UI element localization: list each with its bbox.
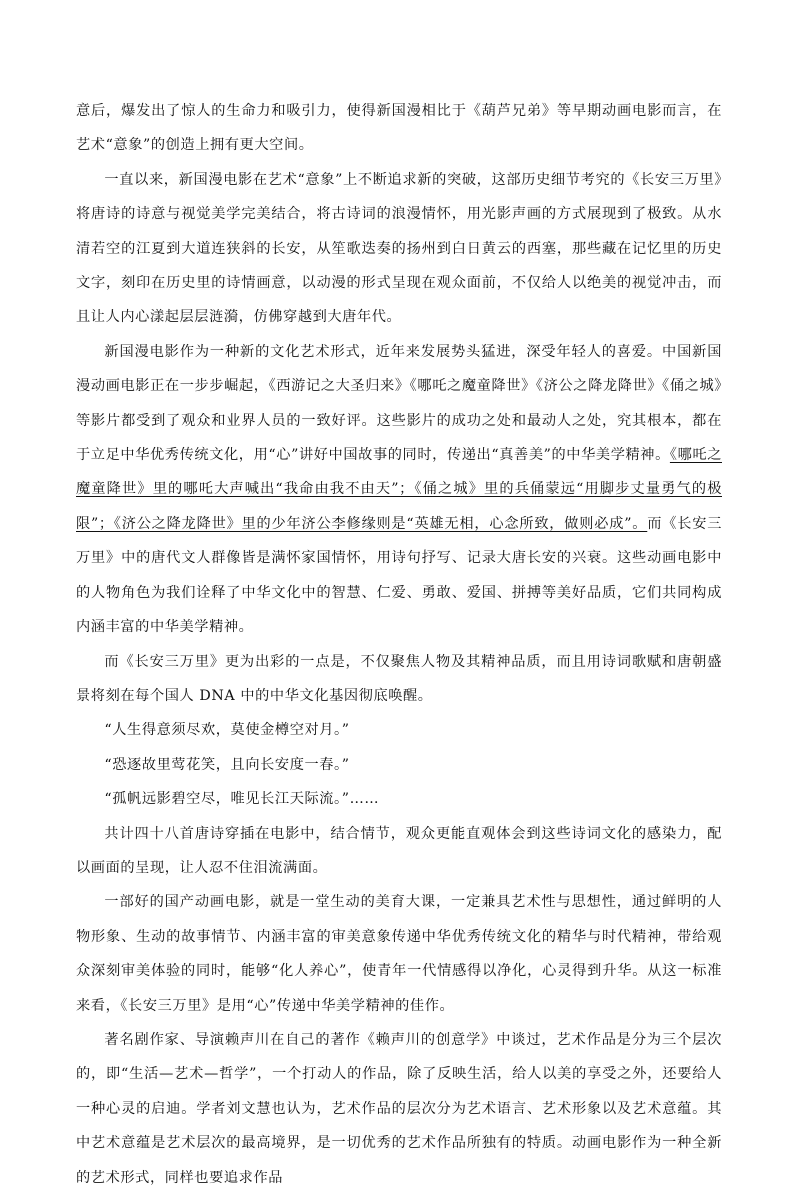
paragraph-new-animation-intro: 新国漫电影作为一种新的文化艺术形式，近年来发展势头猛进，深受年轻人的喜爱。中国新国漫动画电影正在一步步崛起，《西游记之大圣归来》《哪吒之魔童降世》《济公之降龙降世》《俑之城》等影片都受到了观众和业界人员的一致好评。这些影片的成功之处和最动人之处，究其根本，都在于立足中华优秀传统文化，用“心”讲好中国故事的同时，传递出“真善美”的中华美学精神。 [76, 343, 722, 464]
underlined-examples: 《哪吒之魔童降世》里的哪吒大声喊出“我命由我不由天”；《俑之城》里的兵俑蒙远“用脚步丈量勇气的极限”；《济公之降龙降世》里的少年济公李修缘则是“英雄无相，心念所致，做则必成”。 [76, 447, 722, 532]
poem-quote-1: “人生得意须尽欢，莫使金樽空对月。” [104, 722, 350, 739]
paragraph-poem-count: 共计四十八首唐诗穿插在电影中，结合情节，观众更能直观体会到这些诗词文化的感染力，配以画面的呈现，让人忍不住泪流满面。 [76, 825, 722, 876]
paragraph-new-animation [76, 335, 722, 645]
paragraph-art-levels: 著名剧作家、导演赖声川在自己的著作《赖声川的创意学》中谈过，艺术作品是分为三个层次的，即“生活—艺术—哲学”，一个打动人的作品，除了反映生活，给人以美的享受之外，还要给人一种心灵的启迪。学者刘文慧也认为，艺术作品的层次分为艺术语言、艺术形象以及艺术意蕴。其中艺术意蕴是艺术层次的最高境界，是一切优秀的艺术作品所独有的特质。动画电影作为一种全新的艺术形式，同样也要追求作品 [76, 1031, 722, 1186]
paragraph-aesthetic-education: 一部好的国产动画电影，就是一堂生动的美育大课，一定兼具艺术性与思想性，通过鲜明的人物形象、生动的故事情节、内涵丰富的审美意象传递中华优秀传统文化的精华与时代精神，带给观众深刻审美体验的同时，能够“化人养心”，使青年一代情感得以净化，心灵得到升华。从这一标准来看，《长安三万里》是用“心”传递中华美学精神的佳作。 [76, 894, 722, 1014]
paragraph-continued: 意后，爆发出了惊人的生命力和吸引力，使得新国漫相比于《葫芦兄弟》等早期动画电影而言，在艺术“意象”的创造上拥有更大空间。 [76, 103, 722, 154]
poem-quote-2: “恐逐故里莺花笑，且向长安度一春。” [104, 756, 350, 773]
paragraph-poetry-highlight: 而《长安三万里》更为出彩的一点是，不仅聚焦人物及其精神品质，而且用诗词歌赋和唐朝盛景将刻在每个国人 DNA 中的中华文化基因彻底唤醒。 [76, 653, 722, 704]
paragraph-artistic-imagery: 一直以来，新国漫电影在艺术“意象”上不断追求新的突破，这部历史细节考究的《长安三万里》将唐诗的诗意与视觉美学完美结合，将古诗词的浪漫情怀，用光影声画的方式展现到了极致。从水清若空的江夏到大道连狭斜的长安，从笙歌迭奏的扬州到白日黄云的西塞，那些藏在记忆里的历史文字，刻印在历史里的诗情画意，以动漫的形式呈现在观众面前，不仅给人以绝美的视觉冲击，而且让人内心漾起层层涟漪，仿佛穿越到大唐年代。 [76, 171, 722, 326]
poem-quote-3: “孤帆远影碧空尽，唯见长江天际流。”…… [104, 791, 380, 808]
article-body [76, 94, 722, 1195]
paragraph-new-animation-outro: 而《长安三万里》中的唐代文人群像皆是满怀家国情怀，用诗句抒写、记录大唐长安的兴衰。这些动画电影中的人物角色为我们诠释了中华文化中的智慧、仁爱、勇敢、爱国、拼搏等美好品质，它们共同构成内涵丰富的中华美学精神。 [76, 515, 722, 636]
